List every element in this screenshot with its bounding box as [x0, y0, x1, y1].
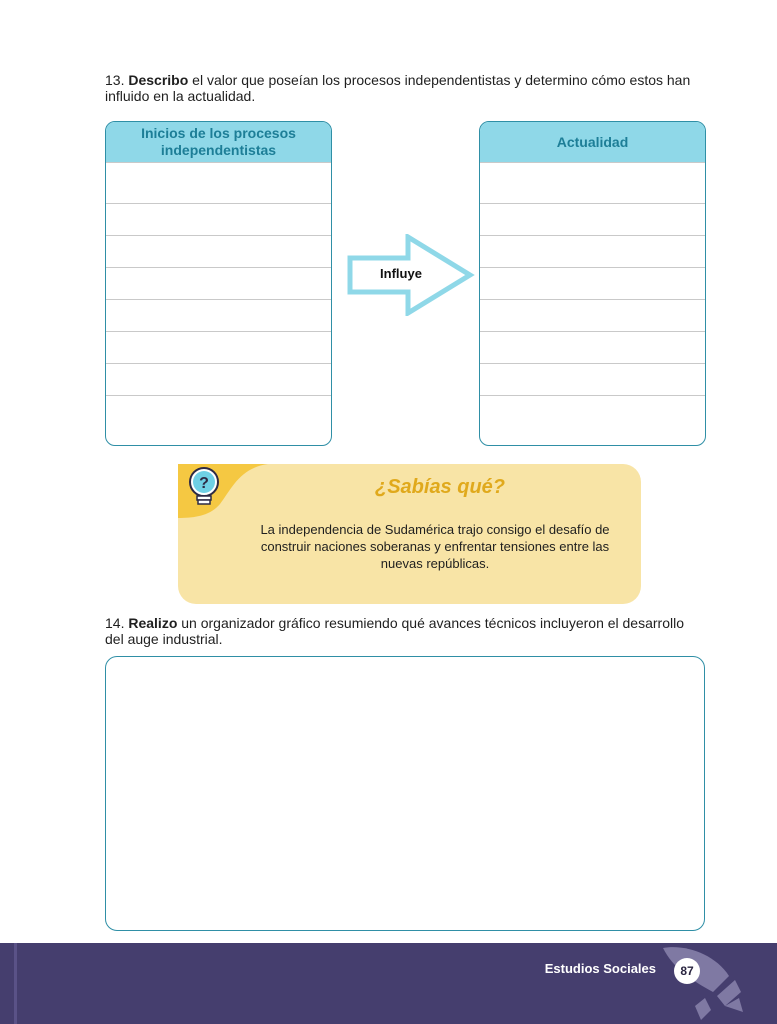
- answer-line[interactable]: [480, 203, 705, 235]
- question-verb: Describo: [128, 72, 189, 88]
- answer-line[interactable]: [106, 235, 331, 267]
- table-header-actualidad: Actualidad: [480, 122, 705, 162]
- question-text: el valor que poseían los procesos independentistas y determino cómo estos han influido en la actualidad.: [105, 72, 691, 104]
- answer-line[interactable]: [480, 331, 705, 363]
- answer-line[interactable]: [106, 363, 331, 395]
- answer-line[interactable]: [106, 395, 331, 427]
- footer-strip: [14, 943, 17, 1024]
- table-header-inicios: Inicios de los procesos independentistas: [106, 122, 331, 162]
- answer-line[interactable]: [480, 162, 705, 203]
- callout-text: La independencia de Sudamérica trajo consigo el desafío de construir naciones soberanas y enfrentar tensiones entre las nuevas repúblicas.: [260, 522, 610, 571]
- page-number: 87: [680, 964, 694, 978]
- svg-text:?: ?: [199, 475, 209, 492]
- answer-line[interactable]: [480, 299, 705, 331]
- answer-line[interactable]: [480, 395, 705, 427]
- answer-line[interactable]: [480, 267, 705, 299]
- arrow-label: Influye: [380, 266, 422, 281]
- lightbulb-question-icon: [170, 458, 270, 520]
- subject-label: Estudios Sociales: [544, 961, 656, 976]
- table-inicios: [105, 121, 332, 446]
- question-number: 13.: [105, 72, 125, 88]
- table-actualidad: [479, 121, 706, 446]
- answer-line[interactable]: [106, 331, 331, 363]
- question-verb: Realizo: [128, 615, 178, 631]
- question-13: [105, 72, 705, 104]
- answer-line[interactable]: [106, 203, 331, 235]
- answer-line[interactable]: [106, 299, 331, 331]
- answer-line[interactable]: [106, 267, 331, 299]
- answer-line[interactable]: [106, 162, 331, 203]
- question-14: [105, 615, 705, 647]
- callout-title: ¿Sabías qué?: [374, 476, 506, 498]
- answer-line[interactable]: [480, 363, 705, 395]
- question-text: un organizador gráfico resumiendo qué avances técnicos incluyeron el desarrollo del auge industrial.: [105, 615, 684, 647]
- answer-line[interactable]: [480, 235, 705, 267]
- question-number: 14.: [105, 615, 125, 631]
- rocket-icon: [655, 940, 745, 1024]
- graphic-organizer-box[interactable]: [105, 656, 705, 931]
